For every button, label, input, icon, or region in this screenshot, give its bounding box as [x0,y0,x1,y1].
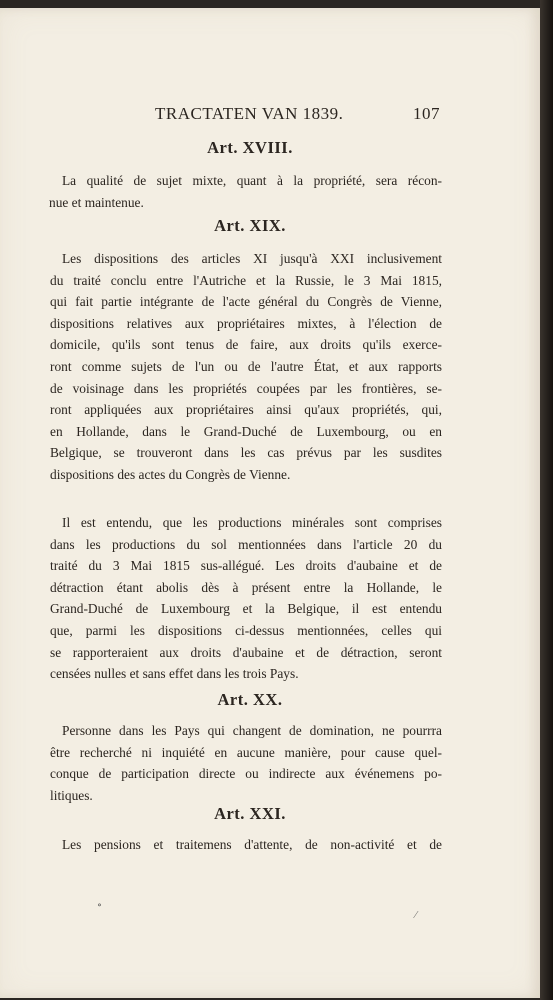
text-line: Les dispositions des articles XI jusqu'à XXI inclusivement [62,251,442,266]
text-line: Il est entendu, que les productions minérales sont comprises [62,515,442,530]
article-xviii-text [49,170,442,213]
text-line: qui fait partie intégrante de l'acte général du Congrès de Vienne, [50,294,442,310]
text-line: domicile, qu'ils sont tenus de faire, aux droits qu'ils exerce- [50,337,442,353]
text-line: détraction étant abolis dès à présent entre la Hollande, le [50,579,442,595]
book-binding-edge [540,0,553,1000]
text-line: Les pensions et traitemens d'attente, de non-activité et de [62,837,442,852]
text-line: litiques. [50,787,93,803]
text-line: dispositions des actes du Congrès de Vienne. [50,466,291,482]
text-line: traité du 3 Mai 1815 sus-allégué. Les droits d'aubaine et de [50,558,442,574]
running-title: TRACTATEN VAN 1839. [155,104,344,123]
text-line: Belgique, se trouveront dans les cas prévus par les susdites [50,445,442,461]
book-page [0,8,540,998]
article-heading-xx: Art. XX. [217,690,283,709]
text-line: Personne dans les Pays qui changent de domination, ne pourrra [62,723,442,738]
text-line: La qualité de sujet mixte, quant à la propriété, sera récon- [62,173,442,188]
article-xix-text [50,248,442,486]
text-line: dans les productions du sol mentionnées dans l'article 20 du [50,536,442,552]
text-line: conque de participation directe ou indirecte aux événemens po- [50,766,442,782]
article-heading-xviii: Art. XVIII. [207,138,293,157]
article-xx-text [50,720,442,806]
article-xix-text-continued [50,512,442,685]
text-line: du traité conclu entre l'Autriche et la Russie, le 3 Mai 1815, [50,272,442,288]
text-line: dispositions relatives aux propriétaires mixtes, à l'élection de [50,315,442,331]
text-line: en Hollande, dans le Grand-Duché de Luxembourg, ou en [50,423,442,439]
article-heading-xxi: Art. XXI. [214,804,286,823]
article-xxi-text [62,834,442,856]
text-line: ront appliquées aux propriétaires ainsi qu'aux propriétés, qui, [50,402,442,418]
stray-mark: ⁄ [415,910,417,921]
page-header [150,104,440,128]
stray-mark: ∘ [97,900,102,911]
text-line: Grand-Duché de Luxembourg et la Belgique, il est entendu [50,601,442,617]
text-line: censées nulles et sans effet dans les trois Pays. [50,666,299,682]
text-line: ront comme sujets de l'un ou de l'autre État, et aux rapports [50,358,442,374]
text-line: que, parmi les dispositions ci-dessus mentionnées, celles qui [50,622,442,638]
article-heading-xix: Art. XIX. [214,216,286,235]
text-line: nue et maintenue. [49,194,144,210]
page-number: 107 [413,104,440,123]
text-line: de voisinage dans les propriétés coupées par les frontières, se- [50,380,442,396]
text-line: être recherché ni inquiété en aucune manière, pour cause quel- [50,744,442,760]
text-line: se rapporteraient aux droits d'aubaine et de détraction, seront [50,644,442,660]
